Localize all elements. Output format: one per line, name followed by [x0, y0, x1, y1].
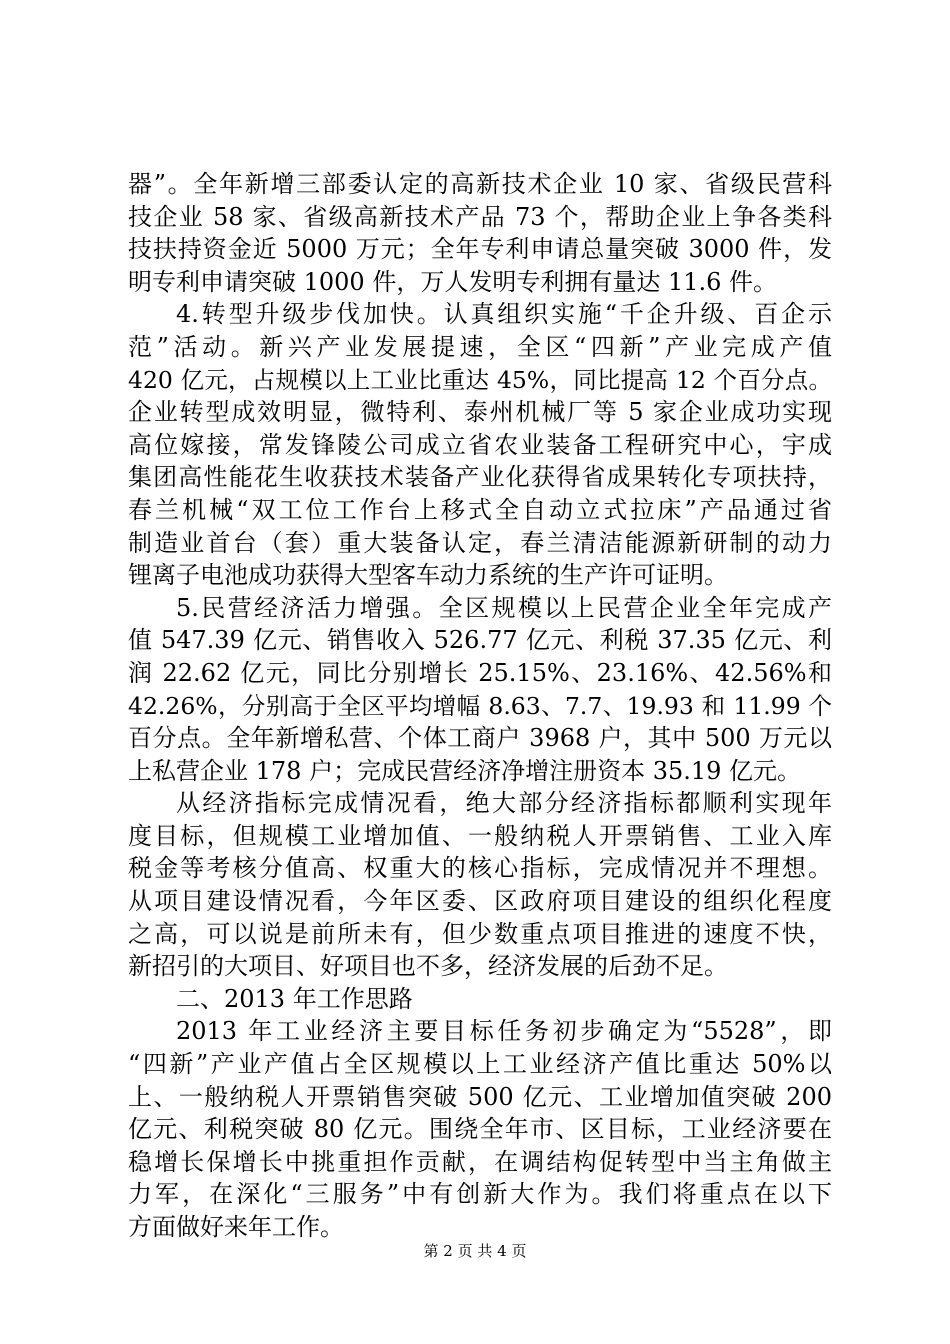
text-line: 技扶持资金近 5000 万元；全年专利申请总量突破 3000 件，发	[128, 235, 832, 264]
text-line: 新招引的大项目、好项目也不多，经济发展的后劲不足。	[128, 952, 728, 981]
text-line: 技企业 58 家、省级高新技术产品 73 个，帮助企业上争各类科	[128, 202, 832, 231]
text-line: 4.转型升级步伐加快。认真组织实施“千企升级、百企示	[176, 300, 832, 329]
text-line: 稳增长保增长中挑重担作贡献，在调结构促转型中当主角做主	[128, 1147, 832, 1176]
page-footer: 第 2 页 共 4 页	[423, 1242, 527, 1260]
text-line: 制造业首台（套）重大装备认定，春兰清洁能源新研制的动力	[128, 528, 832, 557]
text-line: 器”。全年新增三部委认定的高新技术企业 10 家、省级民营科	[128, 170, 832, 198]
text-line: 2013 年工业经济主要目标任务初步确定为“5528”，即	[176, 1017, 832, 1046]
text-line: 从经济指标完成情况看，绝大部分经济指标都顺利实现年	[176, 789, 832, 818]
text-line: “四新”产业产值占全区规模以上工业经济产值比重达 50%以	[128, 1050, 832, 1079]
text-line: 百分点。全年新增私营、个体工商户 3968 户，其中 500 万元以	[128, 724, 832, 753]
text-line: 之高，可以说是前所未有，但少数重点项目推进的速度不快，	[128, 919, 832, 948]
text-line: 5.民营经济活力增强。全区规模以上民营企业全年完成产	[176, 593, 832, 622]
text-line: 上私营企业 178 户；完成民营经济净增注册资本 35.19 亿元。	[128, 756, 802, 785]
text-line: 范”活动。新兴产业发展提速，全区“四新”产业完成产值	[128, 332, 832, 361]
text-line: 从项目建设情况看，今年区委、区政府项目建设的组织化程度	[128, 887, 832, 916]
text-line: 企业转型成效明显，微特利、泰州机械厂等 5 家企业成功实现	[128, 398, 832, 427]
text-line: 高位嫁接，常发锋陵公司成立省农业装备工程研究中心，宇成	[128, 430, 832, 459]
text-line: 力军，在深化“三服务”中有创新大作为。我们将重点在以下	[128, 1180, 832, 1209]
text-line: 值 547.39 亿元、销售收入 526.77 亿元、利税 37.35 亿元、利	[128, 626, 832, 655]
text-line: 税金等考核分值高、权重大的核心指标，完成情况并不理想。	[128, 854, 832, 883]
text-line: 度目标，但规模工业增加值、一般纳税人开票销售、工业入库	[128, 821, 832, 850]
text-line: 420 亿元，占规模以上工业比重达 45%，同比提高 12 个百分点。	[128, 365, 832, 394]
document-body	[128, 168, 832, 1244]
text-line: 集团高性能花生收获技术装备产业化获得省成果转化专项扶持，	[128, 463, 832, 492]
text-line: 上、一般纳税人开票销售突破 500 亿元、工业增加值突破 200	[128, 1082, 832, 1111]
text-line: 润 22.62 亿元，同比分别增长 25.15%、23.16%、42.56%和	[128, 658, 832, 687]
text-line: 42.26%，分别高于全区平均增幅 8.63、7.7、19.93 和 11.99 个	[128, 691, 832, 720]
text-line: 方面做好来年工作。	[128, 1213, 344, 1241]
text-line: 锂离子电池成功获得大型客车动力系统的生产许可证明。	[128, 561, 728, 590]
text-line: 明专利申请突破 1000 件，万人发明专利拥有量达 11.6 件。	[128, 267, 778, 296]
text-line: 二、2013 年工作思路	[176, 984, 413, 1013]
text-line: 亿元、利税突破 80 亿元。围绕全年市、区目标，工业经济要在	[128, 1115, 832, 1144]
text-line: 春兰机械“双工位工作台上移式全自动立式拉床”产品通过省	[128, 495, 832, 524]
